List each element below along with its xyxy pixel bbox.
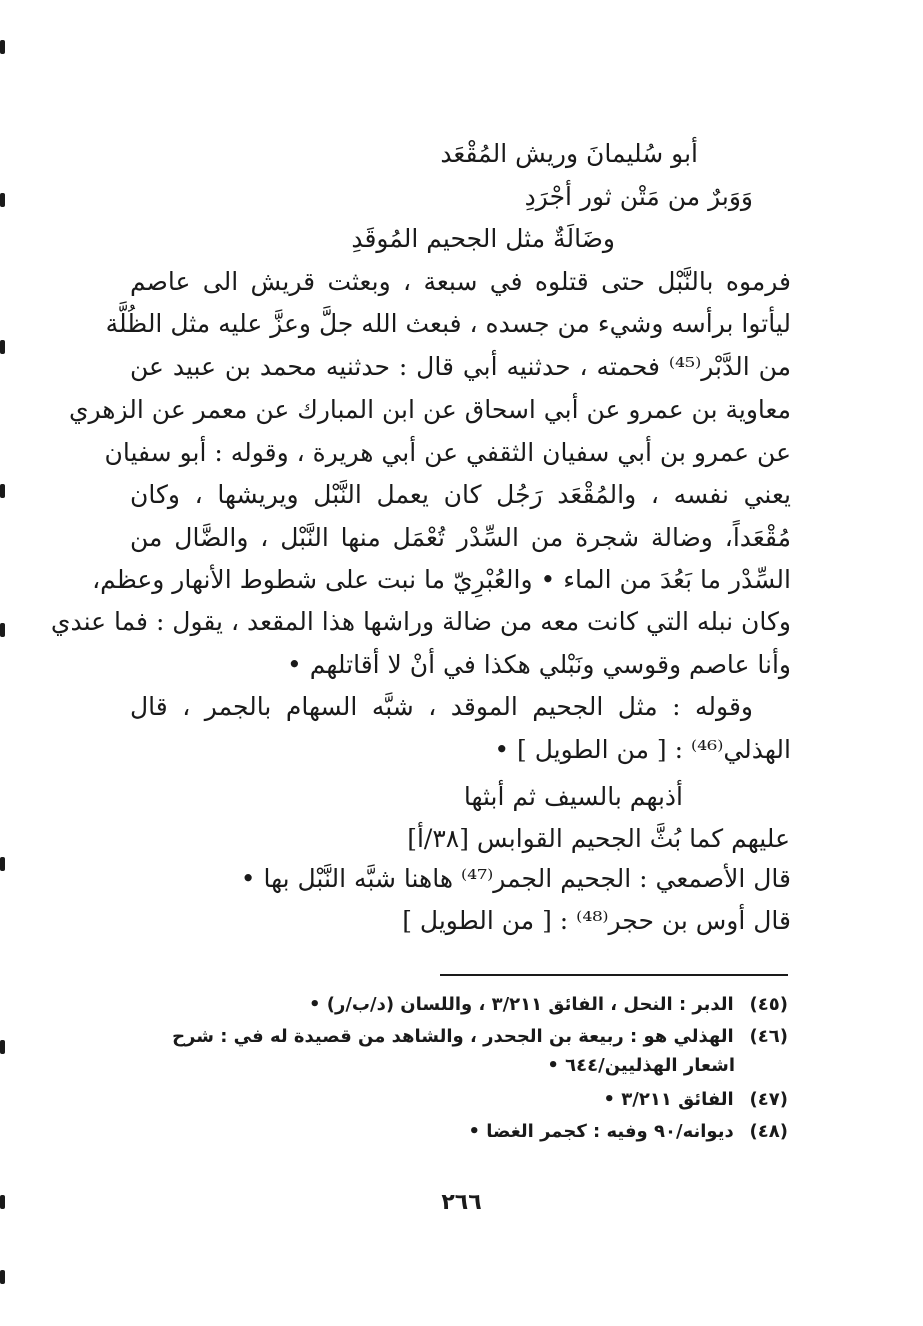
footnote-divider [440,974,788,976]
body-text-line: يعني نفسه ، والمُقْعَد رَجُل كان يعمل النَّبْل ويريشها ، وكان [130,480,791,509]
scan-edge-mark [0,1195,5,1209]
body-text-line: قال الأصمعي : الجحيم الجمر⁽⁴⁷⁾ هاهنا شبَّه النَّبْل بها • [240,864,791,893]
footnote [309,992,788,1018]
footnote [604,1087,789,1113]
body-text-line: معاوية بن عمرو عن أبي اسحاق عن ابن المبارك عن معمر عن الزهري [68,395,791,424]
footnote-text: الفائق ٣/٢١١ • [603,1089,734,1110]
verse-line: وضَالَةٌ مثل الجحيم المُوقَدِ [351,224,615,253]
footnote-text: ديوانه/٩٠ وفيه : كجمر الغضا • [468,1121,734,1142]
body-text-line: فرموه بالنَّبْل حتى قتلوه في سبعة ، وبعثت قريش الى عاصم [130,267,791,296]
body-text-line: وكان نبله التي كانت معه من ضالة وراشها هذا المقعد ، يقول : فما عندي [50,607,791,636]
scan-edge-mark [0,340,5,354]
footnote-number: (٤٨) [749,1121,788,1142]
page-number: ٢٦٦ [441,1190,482,1215]
footnote-text: اشعار الهذليين/٦٤٤ • [547,1055,735,1076]
body-text-line: مُقْعَداً، وضالة شجرة من السِّدْر تُعْمَل منها النَّبْل ، والضَّال من [130,523,791,552]
footnote-number: (٤٧) [749,1089,788,1110]
scan-edge-mark [0,193,5,207]
body-text-line: الهذلي⁽⁴⁶⁾ : [ من الطويل ] • [494,735,791,764]
body-text-line: من الدَّبْر⁽⁴⁵⁾ فحمته ، حدثنيه أبي قال : حدثنيه محمد بن عبيد عن [130,352,791,381]
footnote [172,1024,788,1050]
verse-line: أبو سُليمانَ وريش المُقْعَد [440,139,698,168]
scan-edge-mark [0,623,5,637]
scan-edge-mark [0,1270,5,1284]
body-text-line: عن عمرو بن أبي سفيان الثقفي عن أبي هريرة ، وقوله : أبو سفيان [104,438,791,467]
scan-edge-mark [0,857,5,871]
footnote-text: الهذلي هو : ربيعة بن الجحدر ، والشاهد من قصيدة له في : شرح [172,1026,734,1047]
scan-edge-mark [0,1040,5,1054]
scan-edge-mark [0,484,5,498]
quoted-verse-line: عليهم كما بُثَّ الجحيم القوابس [٣٨/أ] [407,824,790,853]
footnote-continuation [547,1053,735,1079]
verse-line: وَوَبرٌ من مَتْن ثور أجْرَدِ [524,182,753,211]
body-text-line: وأنا عاصم وقوسي ونَبْلي هكذا في أنْ لا أقاتلهم • [287,650,791,679]
body-text-line: قال أوس بن حجر⁽⁴⁸⁾ : [ من الطويل ] [402,906,791,935]
footnote-text: الدبر : النحل ، الفائق ٣/٢١١ ، واللسان (د/ب/ر) • [308,994,734,1015]
footnote [468,1119,788,1145]
body-text-line: السِّدْر ما بَعُدَ من الماء • والعُبْرِيّ ما نبت على شطوط الأنهار وعظم، [92,565,791,594]
body-text-line: وقوله : مثل الجحيم الموقد ، شبَّه السهام بالجمر ، قال [130,692,753,721]
footnote-number: (٤٥) [749,994,788,1015]
quoted-verse-line: أذبهم بالسيف ثم أبثها [463,782,683,811]
body-text-line: ليأتوا برأسه وشيء من جسده ، فبعث الله جلَّ وعزَّ عليه مثل الظُلَّة [105,309,791,338]
footnote-number: (٤٦) [749,1026,788,1047]
scan-edge-mark [0,40,5,54]
